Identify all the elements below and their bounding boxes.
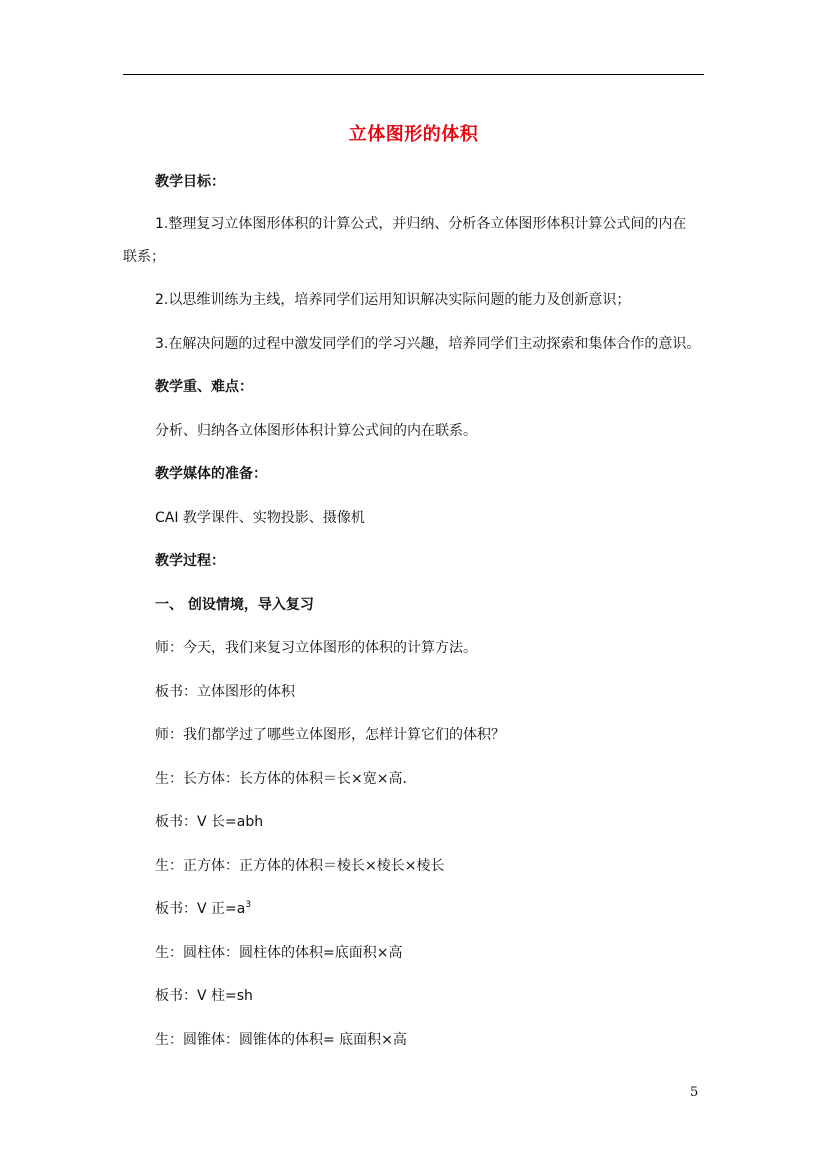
board-line-cube-formula (155, 899, 251, 919)
dialogue-line: 师：我们都学过了哪些立体图形，怎样计算它们的体积？ (155, 727, 505, 743)
board-line: 板书：立体图形的体积 (155, 684, 295, 700)
header-rule (123, 74, 704, 75)
dialogue-line: 生：圆锥体：圆锥体的体积= 底面积×高 (155, 1032, 407, 1048)
section-heading-process: 教学过程： (155, 553, 225, 569)
section-heading-media: 教学媒体的准备： (155, 466, 267, 482)
paragraph-objective-3: 3.在解决问题的过程中激发同学们的学习兴趣，培养同学们主动探索和集体合作的意识。 (155, 336, 701, 352)
paragraph-objective-1: 1.整理复习立体图形体积的计算公式，并归纳、分析各立体图形体积计算公式间的内在 (155, 216, 687, 232)
paragraph-key-points: 分析、归纳各立体图形体积计算公式间的内在联系。 (155, 423, 477, 439)
document-title: 立体图形的体积 (348, 124, 479, 145)
section-heading-objectives: 教学目标： (155, 174, 225, 190)
dialogue-line: 生：正方体：正方体的体积＝棱长×棱长×棱长 (155, 858, 445, 874)
dialogue-line: 生：长方体：长方体的体积＝长×宽×高． (155, 771, 417, 787)
page-number: 5 (690, 1085, 699, 1100)
exponent: 3 (245, 900, 252, 910)
dialogue-line: 生：圆柱体：圆柱体的体积=底面积×高 (155, 945, 403, 961)
board-line: 板书：V 长=abh (155, 814, 264, 830)
subsection-heading-1: 一、 创设情境，导入复习 (155, 597, 314, 613)
paragraph-media: CAI 教学课件、实物投影、摄像机 (155, 510, 365, 526)
board-line-text: 板书：V 正=a (155, 901, 246, 917)
paragraph-objective-2: 2.以思维训练为主线，培养同学们运用知识解决实际问题的能力及创新意识； (155, 292, 631, 308)
section-heading-key-points: 教学重、难点： (155, 379, 253, 395)
board-line: 板书：V 柱=sh (155, 988, 253, 1004)
paragraph-objective-1-continued: 联系； (123, 249, 165, 265)
dialogue-line: 师：今天，我们来复习立体图形的体积的计算方法。 (155, 640, 477, 656)
